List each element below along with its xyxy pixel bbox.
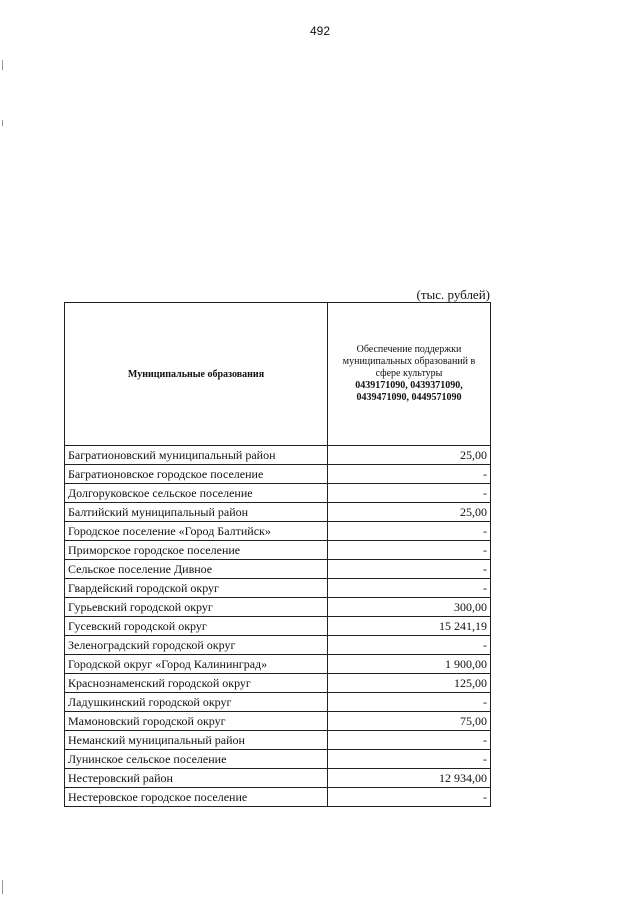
municipality-name: Городской округ «Город Калининград» [65, 655, 328, 674]
table-row [65, 769, 491, 788]
table-row [65, 750, 491, 769]
municipality-name: Балтийский муниципальный район [65, 503, 328, 522]
funding-value: 75,00 [328, 712, 491, 731]
table-row [65, 636, 491, 655]
municipality-name: Краснознаменский городской округ [65, 674, 328, 693]
funding-value: 125,00 [328, 674, 491, 693]
municipal-funding-table [64, 302, 491, 807]
municipality-name: Долгоруковское сельское поселение [65, 484, 328, 503]
table-row [65, 541, 491, 560]
document-table-container [64, 302, 491, 807]
funding-value: - [328, 560, 491, 579]
table-header-row [65, 303, 491, 446]
page-number: 492 [309, 24, 331, 38]
table-row [65, 712, 491, 731]
funding-value: - [328, 731, 491, 750]
header-municipalities: Муниципальные образования [65, 303, 328, 446]
table-row [65, 503, 491, 522]
municipality-name: Гусевский городской округ [65, 617, 328, 636]
municipality-name: Багратионовский муниципальный район [65, 446, 328, 465]
funding-value: 25,00 [328, 503, 491, 522]
municipality-name: Нестеровское городское поселение [65, 788, 328, 807]
municipality-name: Мамоновский городской округ [65, 712, 328, 731]
header-value-line: муниципальных образований в [342, 356, 476, 367]
table-row [65, 598, 491, 617]
table-row [65, 484, 491, 503]
table-row [65, 465, 491, 484]
header-code-line: 0439171090, 0439371090, [355, 380, 463, 391]
funding-value: 25,00 [328, 446, 491, 465]
header-code-line: 0439471090, 0449571090 [356, 392, 462, 403]
funding-value: 1 900,00 [328, 655, 491, 674]
funding-value: - [328, 465, 491, 484]
header-value-line: сфере культуры [375, 368, 443, 379]
table-row [65, 446, 491, 465]
table-row [65, 560, 491, 579]
table-row [65, 731, 491, 750]
municipality-name: Лунинское сельское поселение [65, 750, 328, 769]
funding-value: - [328, 750, 491, 769]
table-row [65, 788, 491, 807]
table-body [65, 446, 491, 807]
funding-value: - [328, 541, 491, 560]
table-row [65, 522, 491, 541]
municipality-name: Нестеровский район [65, 769, 328, 788]
margin-mark [2, 60, 3, 70]
table-row [65, 617, 491, 636]
margin-mark [2, 120, 3, 126]
municipality-name: Приморское городское поселение [65, 541, 328, 560]
funding-value: - [328, 693, 491, 712]
header-value-line: Обеспечение поддержки [356, 344, 462, 355]
margin-mark [2, 880, 3, 894]
funding-value: - [328, 636, 491, 655]
municipality-name: Гвардейский городской округ [65, 579, 328, 598]
municipality-name: Гурьевский городской округ [65, 598, 328, 617]
table-row [65, 579, 491, 598]
units-label: (тыс. рублей) [416, 287, 490, 302]
municipality-name: Сельское поселение Дивное [65, 560, 328, 579]
funding-value: - [328, 579, 491, 598]
municipality-name: Городское поселение «Город Балтийск» [65, 522, 328, 541]
table-row [65, 655, 491, 674]
funding-value: - [328, 522, 491, 541]
municipality-name: Багратионовское городское поселение [65, 465, 328, 484]
table-row [65, 693, 491, 712]
header-culture-support [328, 303, 491, 446]
funding-value: 15 241,19 [328, 617, 491, 636]
municipality-name: Ладушкинский городской округ [65, 693, 328, 712]
funding-value: - [328, 484, 491, 503]
municipality-name: Зеленоградский городской округ [65, 636, 328, 655]
municipality-name: Неманский муниципальный район [65, 731, 328, 750]
table-row [65, 674, 491, 693]
funding-value: 300,00 [328, 598, 491, 617]
funding-value: 12 934,00 [328, 769, 491, 788]
funding-value: - [328, 788, 491, 807]
